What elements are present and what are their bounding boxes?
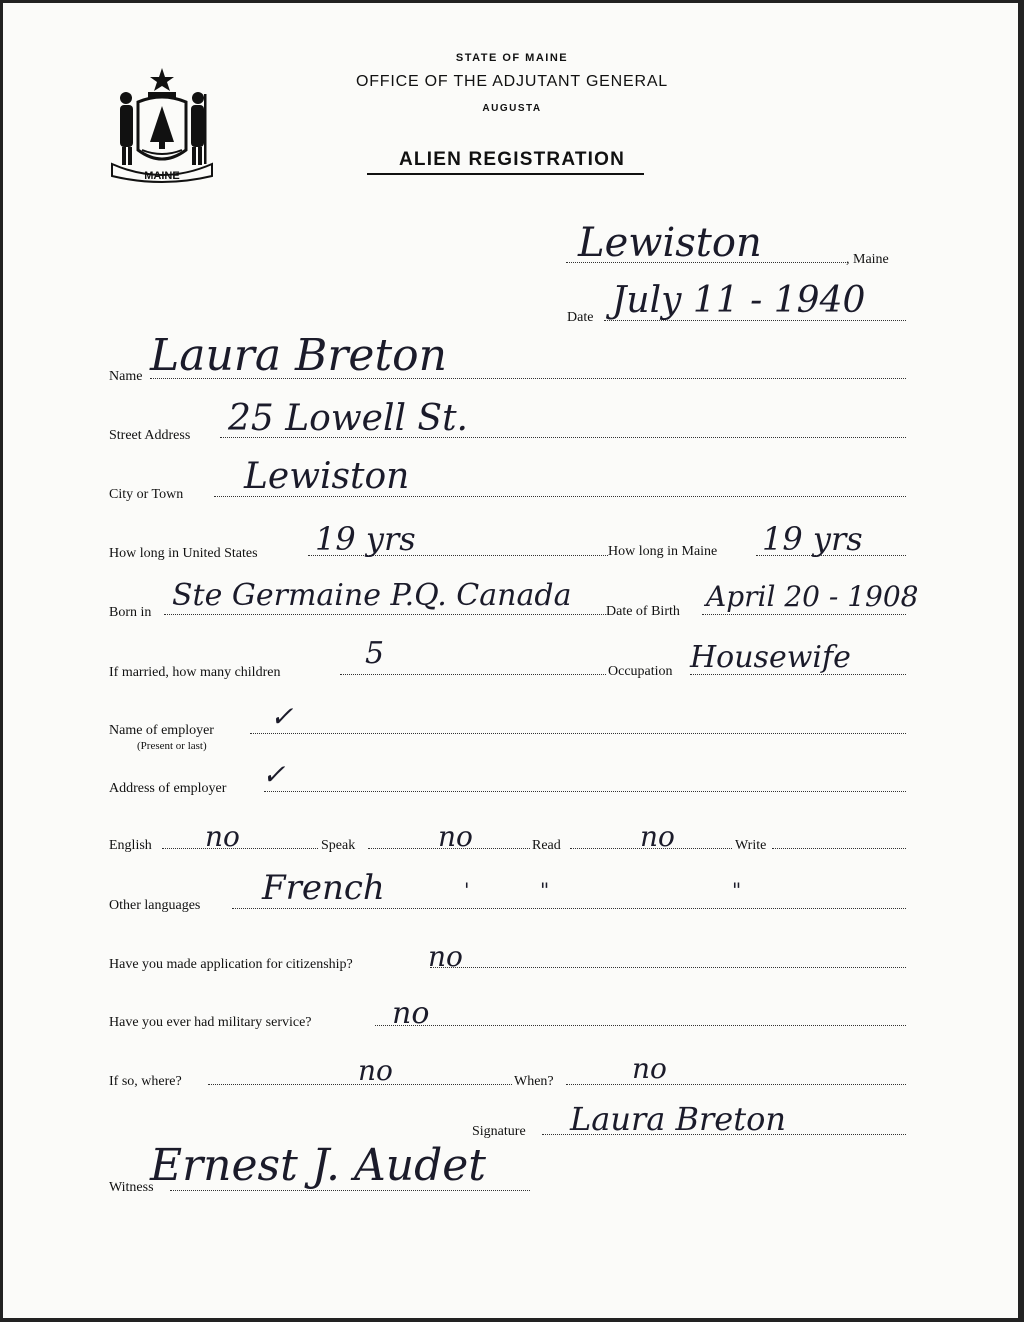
employer-address-label: Address of employer (109, 781, 227, 796)
read-label: Read (532, 838, 561, 853)
years-maine-value: 19 yrs (762, 520, 863, 558)
write-line (772, 848, 906, 849)
employer-note: (Present or last) (137, 740, 207, 752)
citizenship-value: no (428, 940, 463, 973)
scan-border-top (0, 0, 1024, 3)
name-label: Name (109, 369, 143, 384)
years-us-value: 19 yrs (315, 520, 416, 558)
citizenship-line (430, 967, 906, 968)
english-write-value: no (640, 820, 675, 853)
occupation-label: Occupation (608, 664, 673, 679)
when-value: no (632, 1052, 667, 1085)
employer-name-value: ✓ (270, 700, 294, 733)
name-value: Laura Breton (150, 330, 447, 381)
english-read-value: no (438, 820, 473, 853)
other-speak-mark: ' (464, 878, 470, 902)
office-heading: OFFICE OF THE ADJUTANT GENERAL (355, 73, 669, 90)
english-line (162, 848, 318, 849)
citizenship-label: Have you made application for citizenship? (109, 957, 353, 972)
where-label: If so, where? (109, 1074, 182, 1089)
employer-address-value: ✓ (262, 758, 286, 791)
city-heading: AUGUSTA (482, 103, 542, 114)
when-label: When? (514, 1074, 554, 1089)
born-in-label: Born in (109, 605, 152, 620)
maine-label: , Maine (846, 252, 889, 267)
speak-label: Speak (321, 838, 356, 853)
when-line (566, 1084, 906, 1085)
state-heading: STATE OF MAINE (455, 52, 569, 64)
scan-border-left (0, 0, 3, 1322)
signature-label: Signature (472, 1124, 526, 1139)
employer-address-line (264, 791, 906, 792)
city-value: Lewiston (244, 456, 410, 497)
city-label: City or Town (109, 487, 184, 502)
street-address-value: 25 Lowell St. (228, 398, 468, 439)
street-address-label: Street Address (109, 428, 191, 443)
children-line (340, 674, 606, 675)
other-languages-line (232, 908, 906, 909)
occupation-value: Housewife (690, 640, 851, 675)
military-label: Have you ever had military service? (109, 1015, 312, 1030)
military-line (375, 1025, 906, 1026)
born-in-value: Ste Germaine P.Q. Canada (172, 578, 572, 613)
military-value: no (392, 996, 430, 1031)
other-write-mark: " (732, 878, 742, 902)
date-of-birth-label: Date of Birth (606, 604, 680, 619)
town-value: Lewiston (578, 220, 762, 266)
born-in-line (164, 614, 606, 615)
english-label: English (109, 838, 152, 853)
date-of-birth-line (702, 614, 906, 615)
children-label: If married, how many children (109, 665, 281, 680)
date-label: Date (567, 310, 594, 325)
signature-value: Laura Breton (570, 1100, 786, 1138)
employer-name-line (250, 733, 906, 734)
write-label: Write (735, 838, 767, 853)
date-value: July 11 - 1940 (612, 280, 866, 321)
scan-border-bottom (0, 1318, 1024, 1322)
witness-label: Witness (109, 1180, 154, 1195)
other-languages-value: French (262, 868, 385, 908)
date-of-birth-value: April 20 - 1908 (706, 580, 919, 613)
where-value: no (358, 1054, 393, 1087)
title-underline (367, 173, 644, 175)
english-speak-value: no (205, 820, 240, 853)
form-title: ALIEN REGISTRATION (398, 149, 626, 170)
employer-name-label: Name of employer (109, 723, 214, 738)
scan-border-right (1018, 0, 1024, 1322)
children-value: 5 (365, 636, 385, 671)
other-read-mark: " (540, 878, 550, 902)
years-maine-label: How long in Maine (608, 544, 718, 559)
other-languages-label: Other languages (109, 898, 201, 913)
years-us-label: How long in United States (109, 546, 258, 561)
witness-value: Ernest J. Audet (150, 1140, 486, 1191)
seal-banner-text: MAINE (144, 170, 180, 182)
